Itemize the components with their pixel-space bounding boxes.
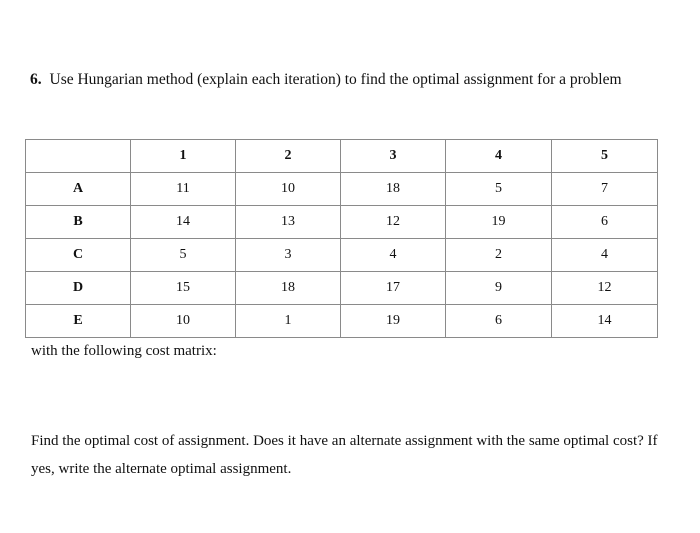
table-cell: 6 — [552, 206, 658, 239]
table-row — [26, 173, 658, 206]
table-cell: 5 — [131, 239, 236, 272]
table-cell: 12 — [341, 206, 446, 239]
cost-matrix-caption: with the following cost matrix: — [31, 343, 217, 359]
table-header-cell: 2 — [236, 140, 341, 173]
table-row — [26, 272, 658, 305]
table-cell: 11 — [131, 173, 236, 206]
table-header-row — [26, 140, 658, 173]
table-cell: 6 — [446, 305, 552, 338]
table-cell: 1 — [236, 305, 341, 338]
table-cell: 17 — [341, 272, 446, 305]
row-label: D — [26, 272, 131, 305]
table-cell: 7 — [552, 173, 658, 206]
question-text — [30, 71, 622, 89]
table-cell: 10 — [236, 173, 341, 206]
table-cell: 14 — [131, 206, 236, 239]
table-cell: 4 — [341, 239, 446, 272]
table-cell: 13 — [236, 206, 341, 239]
question-body: Use Hungarian method (explain each iteration) to find the optimal assignment for a problem — [49, 71, 622, 88]
table-cell: 10 — [131, 305, 236, 338]
final-question-text: Find the optimal cost of assignment. Does it have an alternate assignment with the same optimal cost? If yes, write the alternate optimal assignment. — [31, 433, 658, 477]
table-cell: 14 — [552, 305, 658, 338]
table-cell: 5 — [446, 173, 552, 206]
table-header-cell: 1 — [131, 140, 236, 173]
table-header-cell: 3 — [341, 140, 446, 173]
row-label: B — [26, 206, 131, 239]
table-header-cell — [26, 140, 131, 173]
row-label: C — [26, 239, 131, 272]
cost-matrix-table — [25, 139, 658, 338]
row-label: A — [26, 173, 131, 206]
table-cell: 9 — [446, 272, 552, 305]
table-cell: 18 — [236, 272, 341, 305]
table-cell: 19 — [446, 206, 552, 239]
table-row — [26, 206, 658, 239]
table-header-cell: 4 — [446, 140, 552, 173]
table-cell: 2 — [446, 239, 552, 272]
table-cell: 3 — [236, 239, 341, 272]
question-number: 6. — [30, 71, 42, 88]
table-row — [26, 305, 658, 338]
table-cell: 18 — [341, 173, 446, 206]
table-cell: 4 — [552, 239, 658, 272]
table-cell: 12 — [552, 272, 658, 305]
table-header-cell: 5 — [552, 140, 658, 173]
table-cell: 15 — [131, 272, 236, 305]
table-row — [26, 239, 658, 272]
row-label: E — [26, 305, 131, 338]
table-cell: 19 — [341, 305, 446, 338]
